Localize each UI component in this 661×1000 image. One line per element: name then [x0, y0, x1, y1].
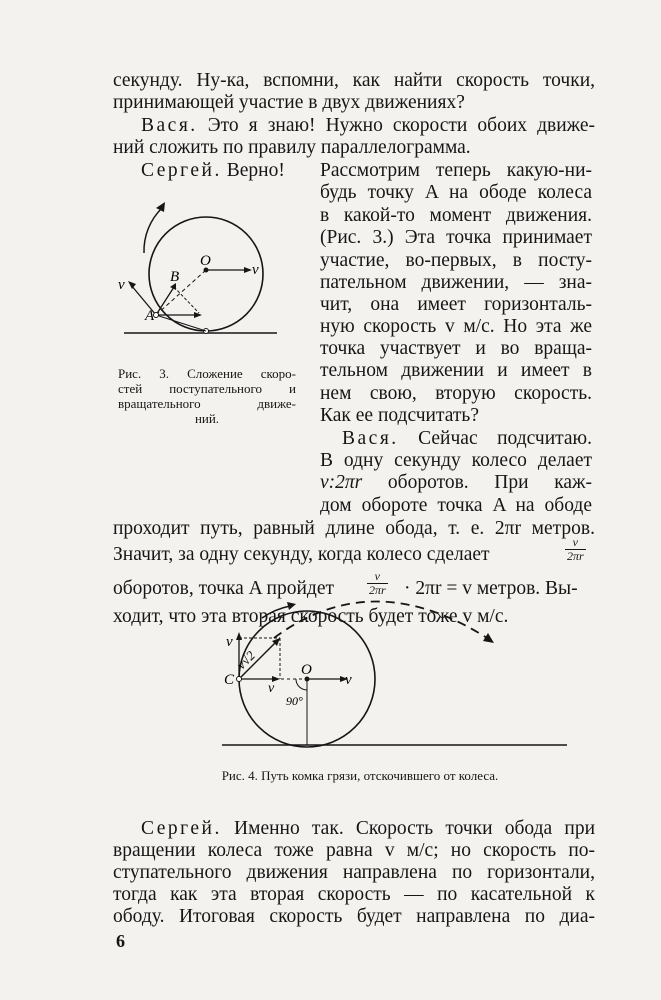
speaker-sergey: Сергей. [141, 818, 222, 839]
label-o: O [301, 662, 312, 678]
column-line: участие, во-первых, в посту- [320, 250, 592, 271]
label-v: v [252, 262, 259, 278]
chord-line [156, 315, 206, 331]
figure-4 [222, 590, 582, 750]
figure-4-caption: Рис. 4. Путь комка грязи, отскочившего от колеса. [221, 768, 499, 783]
label-v-sqrt2: v√2 [233, 647, 258, 673]
page-number: 6 [116, 931, 125, 951]
arrow-head [128, 281, 136, 289]
label-b: B [170, 269, 180, 285]
text-line [113, 818, 595, 840]
speaker-vasya: Вася. [141, 115, 198, 136]
fraction-numerator: v [572, 535, 578, 549]
column-line: Рассмотрим теперь какую-ни- [320, 160, 592, 181]
arrow-head [483, 633, 494, 643]
speaker-sergey: Сергей. [141, 160, 222, 181]
column-line: точка участвует и во враща- [320, 338, 592, 359]
arrow-head [236, 632, 242, 640]
figure-3-caption [118, 366, 296, 426]
rotation-arc [262, 606, 290, 618]
column-line: пательном движении, — зна- [320, 272, 592, 293]
arrow-head [287, 602, 296, 610]
column-line [320, 428, 592, 450]
radius-line [156, 270, 206, 315]
text-line: принимающей участие в двух движениях? [113, 92, 465, 113]
text-line: ходит, что эта вторая скорость будет тоже v м/с. [113, 606, 509, 627]
wheel-circle [149, 217, 263, 331]
text-line: ободу. Итоговая скорость будет направлена по диа- [113, 906, 595, 927]
text-line [113, 544, 573, 566]
column-line: ную скорость v м/с. Но эта же [320, 316, 592, 337]
column-line: Как ее подсчитать? [320, 405, 479, 426]
column-line: нем свою, вторую скорость. [320, 383, 592, 404]
text-line: ступательного движения направлена по горизонтали, [113, 862, 595, 883]
label-angle: 90° [286, 694, 303, 708]
point-a [154, 313, 159, 318]
text-fragment: Значит, за одну секунду, когда колесо сделает [113, 544, 490, 565]
column-line: в какой-то момент движения. [320, 205, 592, 226]
text-fragment: оборотов, точка A пройдет [113, 578, 335, 599]
label-c: C [224, 672, 235, 688]
label-a: A [145, 308, 155, 324]
text-fragment: оборотов. При каж- [387, 472, 592, 493]
label-v: v [118, 277, 125, 293]
parallelogram-line [174, 287, 199, 313]
text-fragment: Сейчас подсчитаю. [418, 428, 592, 449]
text-fragment: Именно так. Скорость точки обода при [234, 818, 595, 839]
fraction-denominator: 2πr [567, 549, 584, 563]
text-line: проходит путь, равный длине обода, т. е. 2πr метров. [113, 518, 595, 539]
text-line: тогда как эта вторая скорость — по касательной к [113, 884, 595, 905]
label-o: O [200, 253, 211, 269]
text-line [113, 115, 595, 137]
column-line: дом обороте точка A на ободе [320, 495, 592, 516]
text-line: вращении колеса тоже равна v м/с; но скорость по- [113, 840, 595, 861]
label-v: v [226, 634, 233, 650]
arrow-head [244, 267, 252, 273]
column-line: чит, она имеет горизонталь- [320, 294, 592, 315]
column-line: будь точку A на ободе колеса [320, 182, 592, 203]
column-line [320, 472, 592, 494]
text-line: ний сложить по правилу параллелограмма. [113, 137, 471, 158]
fraction [565, 536, 586, 563]
speaker-vasya: Вася. [342, 428, 399, 449]
arrow-head [194, 312, 202, 318]
text-line: секунду. Ну-ка, вспомни, как найти скорость точки, [113, 70, 595, 91]
text-fragment: Это я знаю! Нужно скорости обоих движе- [207, 115, 596, 136]
rotation-arc [144, 208, 162, 253]
point-c [237, 677, 242, 682]
ratio-expression: v:2πr [320, 472, 363, 493]
fraction-denominator: 2πr [369, 583, 386, 597]
caption-line: ний. [194, 411, 220, 426]
label-v: v [345, 672, 352, 688]
column-line: тельном движении и имеет в [320, 360, 592, 381]
caption-line: Рис. 3. Сложение скоро- [118, 366, 296, 381]
fraction-numerator: v [374, 569, 380, 583]
text-line [113, 160, 313, 182]
text-fragment: Верно! [226, 160, 285, 181]
text-fragment: · 2πr = v метров. Вы- [404, 578, 578, 599]
figure-3 [112, 190, 312, 350]
caption-line: стей поступательного и [118, 381, 296, 396]
resultant-arrow [156, 287, 174, 315]
caption-line: вращательного движе- [118, 396, 296, 411]
column-line: (Рис. 3.) Эта точка принимает [320, 227, 592, 248]
label-v: v [268, 681, 275, 696]
column-line: В одну секунду колесо делает [320, 450, 592, 471]
mud-trajectory [274, 602, 487, 639]
